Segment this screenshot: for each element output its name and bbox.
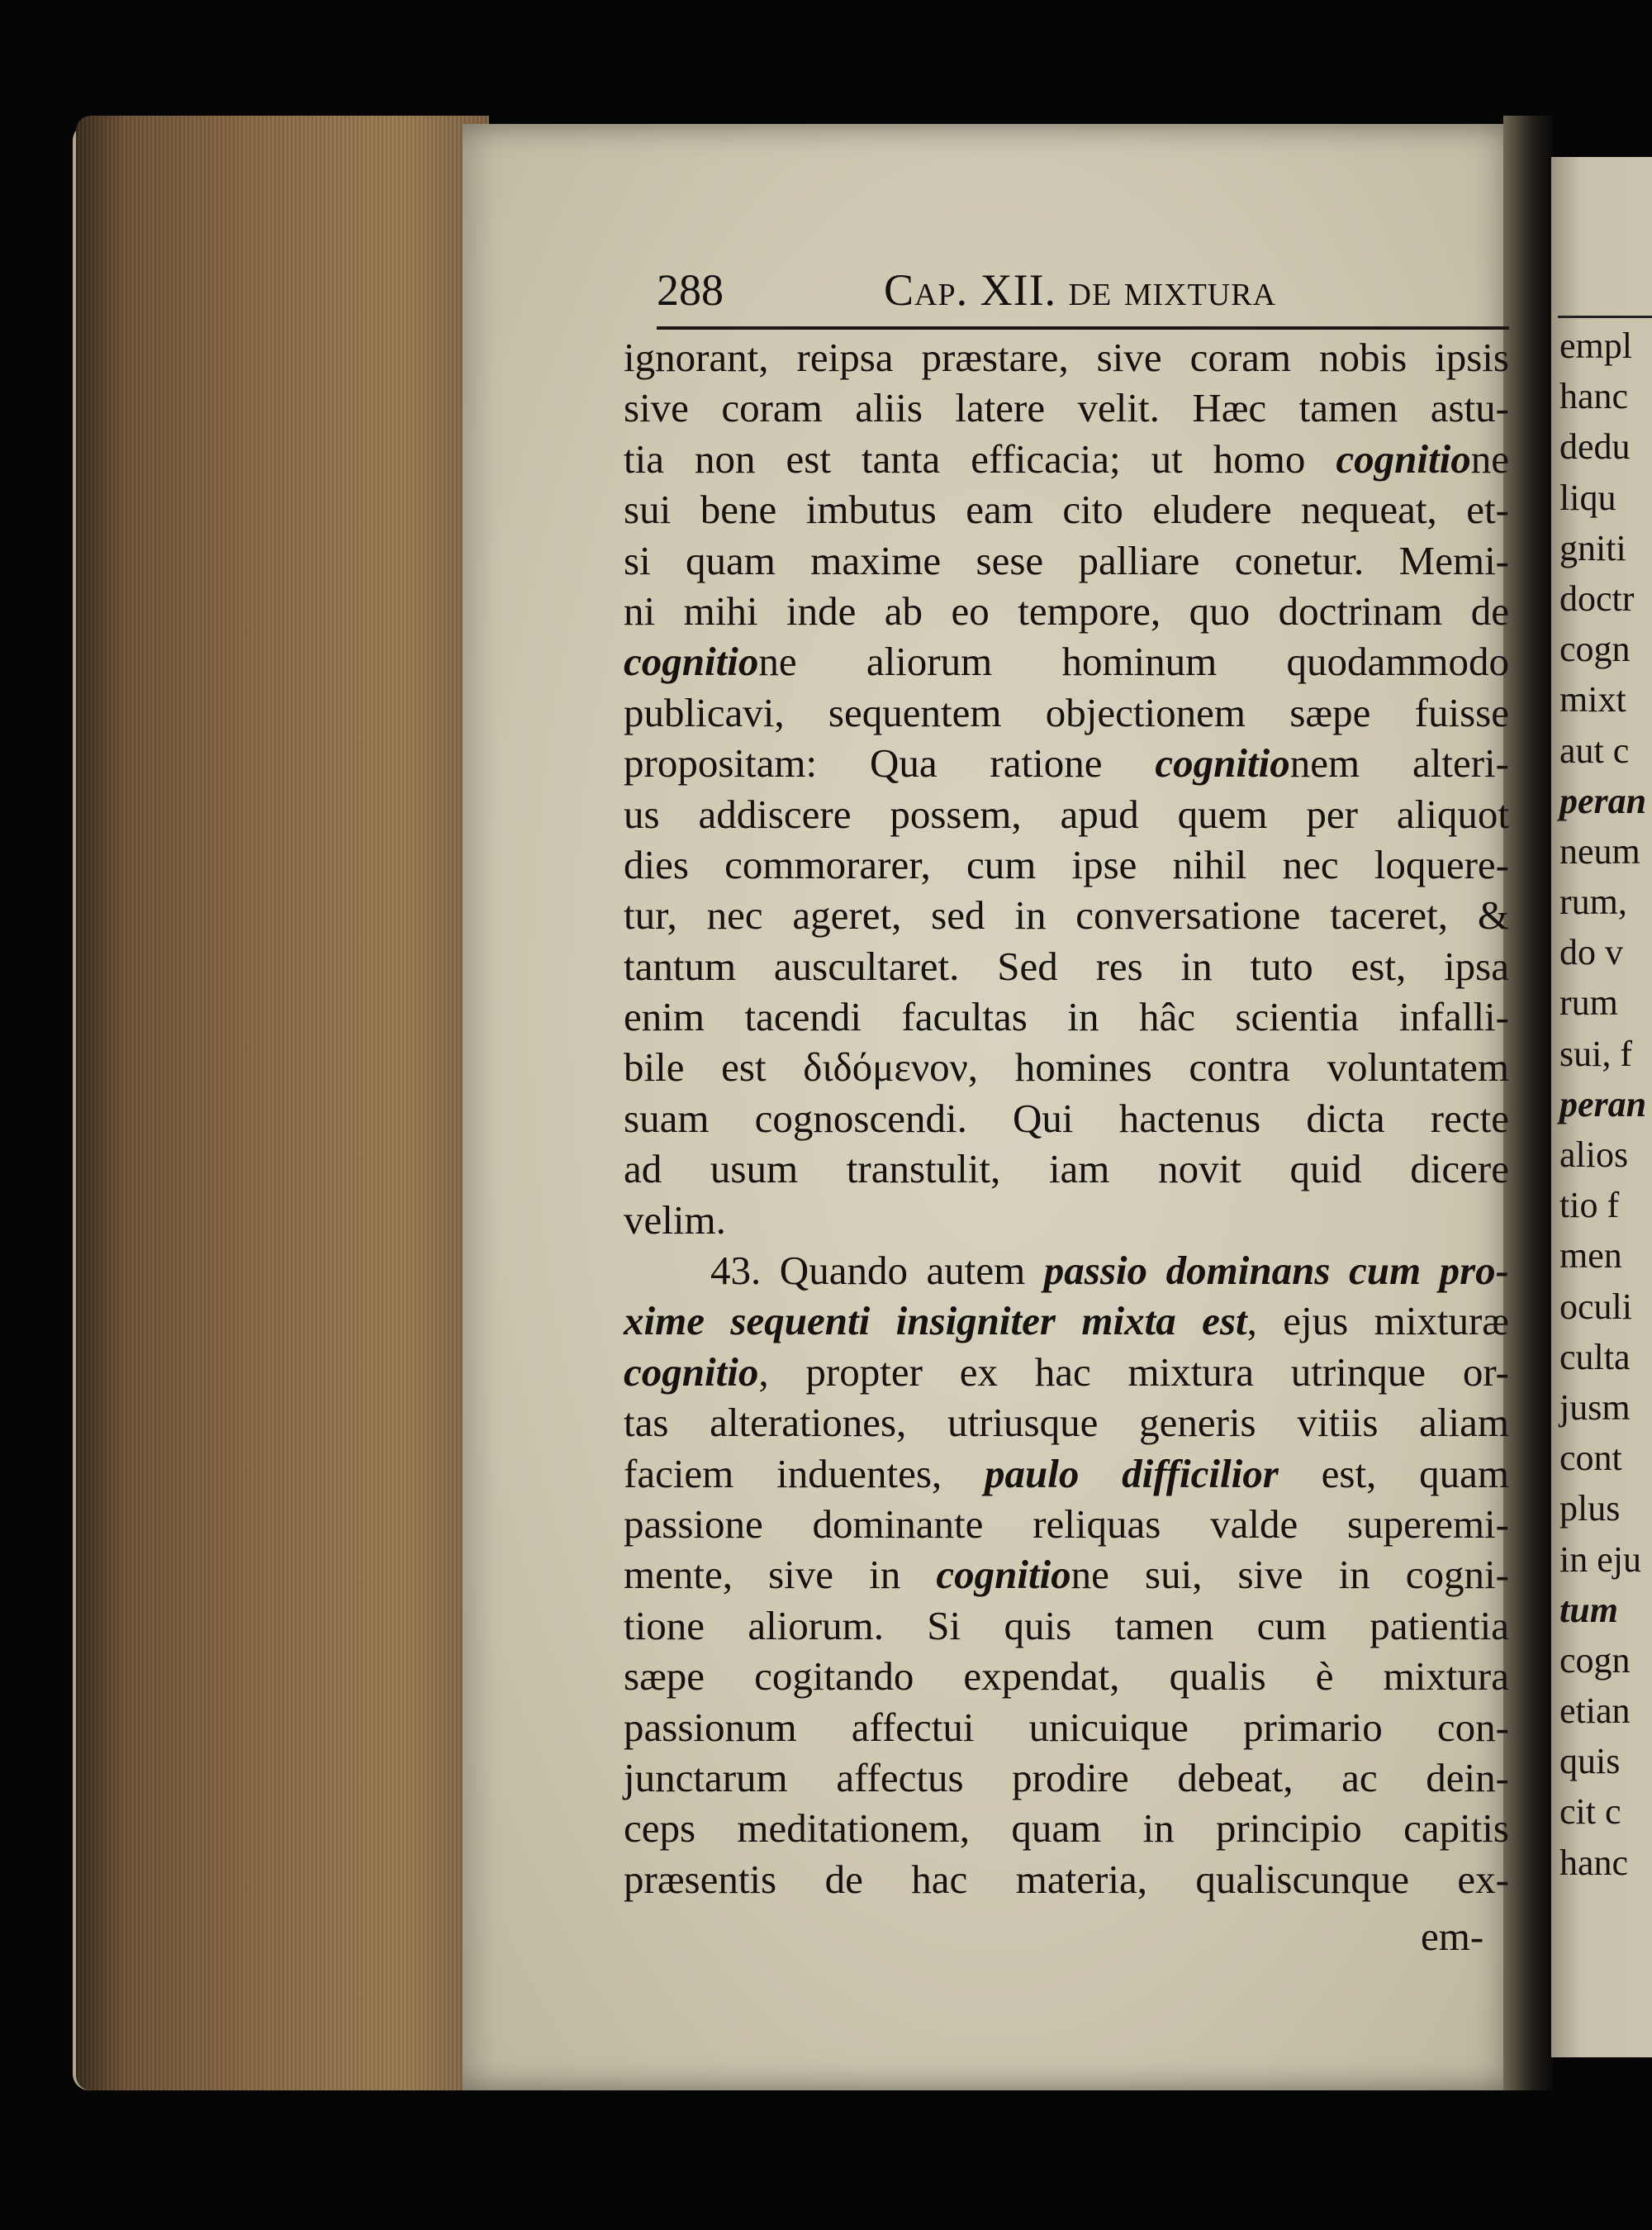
next-page-line: gniti xyxy=(1559,527,1626,568)
next-page-sliver xyxy=(1551,157,1652,2057)
text-line: tione aliorum. Si quis tamen cum patientia xyxy=(624,1602,1509,1648)
next-page-line: plus xyxy=(1559,1488,1621,1529)
next-page-line: do v xyxy=(1559,932,1623,973)
next-page-line: mixt xyxy=(1559,679,1626,720)
next-page-line: in eju xyxy=(1559,1538,1641,1580)
next-page-line: peran xyxy=(1559,780,1647,821)
text-line: ignorant, reipsa præstare, sive coram nobis ipsis xyxy=(624,335,1509,380)
text-line: bile est διδόμενον, homines contra voluntatem xyxy=(624,1044,1509,1091)
next-page-line: alios xyxy=(1559,1134,1629,1175)
next-page-line: sui, f xyxy=(1559,1033,1632,1074)
text-line: cognitio, propter ex hac mixtura utrinque or- xyxy=(624,1348,1509,1395)
next-page-line: peran xyxy=(1559,1083,1647,1125)
text-line: suam cognoscendi. Qui hactenus dicta recte xyxy=(624,1095,1509,1141)
text-line: mente, sive in cognitione sui, sive in cogni- xyxy=(624,1552,1509,1598)
text-line: publicavi, sequentem objectionem sæpe fuisse xyxy=(624,689,1509,735)
text-line: præsentis de hac materia, qualiscunque ex- xyxy=(624,1856,1509,1902)
next-page-line: culta xyxy=(1559,1336,1631,1377)
book-page-block xyxy=(76,116,489,2090)
text-line: tia non est tanta efficacia; ut homo cognitione xyxy=(624,435,1509,482)
header-rule xyxy=(657,326,1509,330)
text-line: us addiscere possem, apud quem per aliquot xyxy=(624,791,1509,837)
next-page-line: cogn xyxy=(1559,629,1631,670)
text-line: propositam: Qua ratione cognitionem alteri- xyxy=(624,740,1509,787)
next-page-line: dedu xyxy=(1559,426,1631,468)
next-page-line: rum xyxy=(1559,982,1618,1024)
italic-phrase: cognitio xyxy=(936,1552,1071,1598)
next-page-text xyxy=(1559,321,1652,1888)
next-page-line: jusm xyxy=(1559,1386,1631,1428)
text-line: 43. Quando autem passio dominans cum pro- xyxy=(710,1248,1509,1294)
page-body-text xyxy=(624,332,1509,1904)
text-line: velim. xyxy=(624,1196,726,1243)
next-page-line: etian xyxy=(1559,1690,1631,1732)
text-line: tantum auscultaret. Sed res in tuto est, ipsa xyxy=(624,943,1509,989)
next-page-line: hanc xyxy=(1559,1842,1629,1883)
text-line: passionum affectui unicuique primario con- xyxy=(624,1704,1509,1750)
text-line: sæpe cogitando expendat, qualis è mixtura xyxy=(624,1653,1509,1700)
text-line: xime sequenti insigniter mixta est, ejus mixturæ xyxy=(624,1298,1509,1344)
text-line: tur, nec ageret, sed in conversatione taceret, & xyxy=(624,892,1509,939)
text-line: enim tacendi facultas in hâc scientia infalli- xyxy=(624,994,1509,1040)
text-line: junctarum affectus prodire debeat, ac dein- xyxy=(624,1754,1509,1800)
next-page-line: tio f xyxy=(1559,1185,1620,1226)
text-line: tas alterationes, utriusque generis vitiis aliam xyxy=(624,1400,1509,1446)
next-page-line: liqu xyxy=(1559,477,1616,518)
next-page-line: quis xyxy=(1559,1741,1621,1782)
next-page-line: tum xyxy=(1559,1589,1618,1630)
next-page-header-rule xyxy=(1558,316,1652,318)
next-page-line: hanc xyxy=(1559,376,1629,417)
page-number: 288 xyxy=(657,265,724,315)
next-page-line: neum xyxy=(1559,830,1640,872)
text-line: sui bene imbutus eam cito eludere nequeat, et- xyxy=(624,487,1509,533)
next-page-line: cont xyxy=(1559,1438,1622,1479)
next-page-line: cit c xyxy=(1559,1791,1621,1833)
text-line: dies commorarer, cum ipse nihil nec loquere- xyxy=(624,841,1509,887)
running-title: Cap. XII. de mixtura xyxy=(884,265,1277,315)
next-page-line: men xyxy=(1559,1235,1622,1277)
text-line: ceps meditationem, quam in principio capitis xyxy=(624,1805,1509,1852)
next-page-line: oculi xyxy=(1559,1286,1632,1327)
text-line: faciem induentes, paulo difficilior est, quam xyxy=(624,1450,1509,1496)
text-line: cognitione aliorum hominum quodammodo xyxy=(624,639,1509,685)
text-line: si quam maxime sese palliare conetur. Memi- xyxy=(624,537,1509,583)
next-page-line: doctr xyxy=(1559,578,1635,619)
italic-phrase: passio dominans cum pro- xyxy=(1043,1248,1509,1294)
italic-phrase: paulo difficilior xyxy=(984,1450,1279,1496)
next-page-line: aut c xyxy=(1559,730,1630,771)
text-line: sive coram aliis latere velit. Hæc tamen astu- xyxy=(624,385,1509,431)
next-page-line: cogn xyxy=(1559,1639,1631,1681)
text-line: ad usum transtulit, iam novit quid dicere xyxy=(624,1146,1509,1192)
text-line: passione dominante reliquas valde superemi- xyxy=(624,1500,1509,1547)
background-bottom xyxy=(0,2090,1652,2230)
italic-phrase: xime sequenti insigniter mixta est xyxy=(624,1298,1247,1344)
italic-phrase: cognitio xyxy=(1336,435,1471,482)
italic-phrase: cognitio xyxy=(624,1348,759,1395)
book-gutter xyxy=(1503,116,1553,2099)
italic-phrase: cognitio xyxy=(1155,740,1290,787)
next-page-line: rum, xyxy=(1559,882,1627,923)
italic-phrase: cognitio xyxy=(624,639,759,685)
page-header xyxy=(657,264,1503,322)
catchword: em- xyxy=(1421,1914,1484,1959)
text-line: ni mihi inde ab eo tempore, quo doctrinam de xyxy=(624,587,1509,634)
next-page-line: empl xyxy=(1559,326,1632,366)
